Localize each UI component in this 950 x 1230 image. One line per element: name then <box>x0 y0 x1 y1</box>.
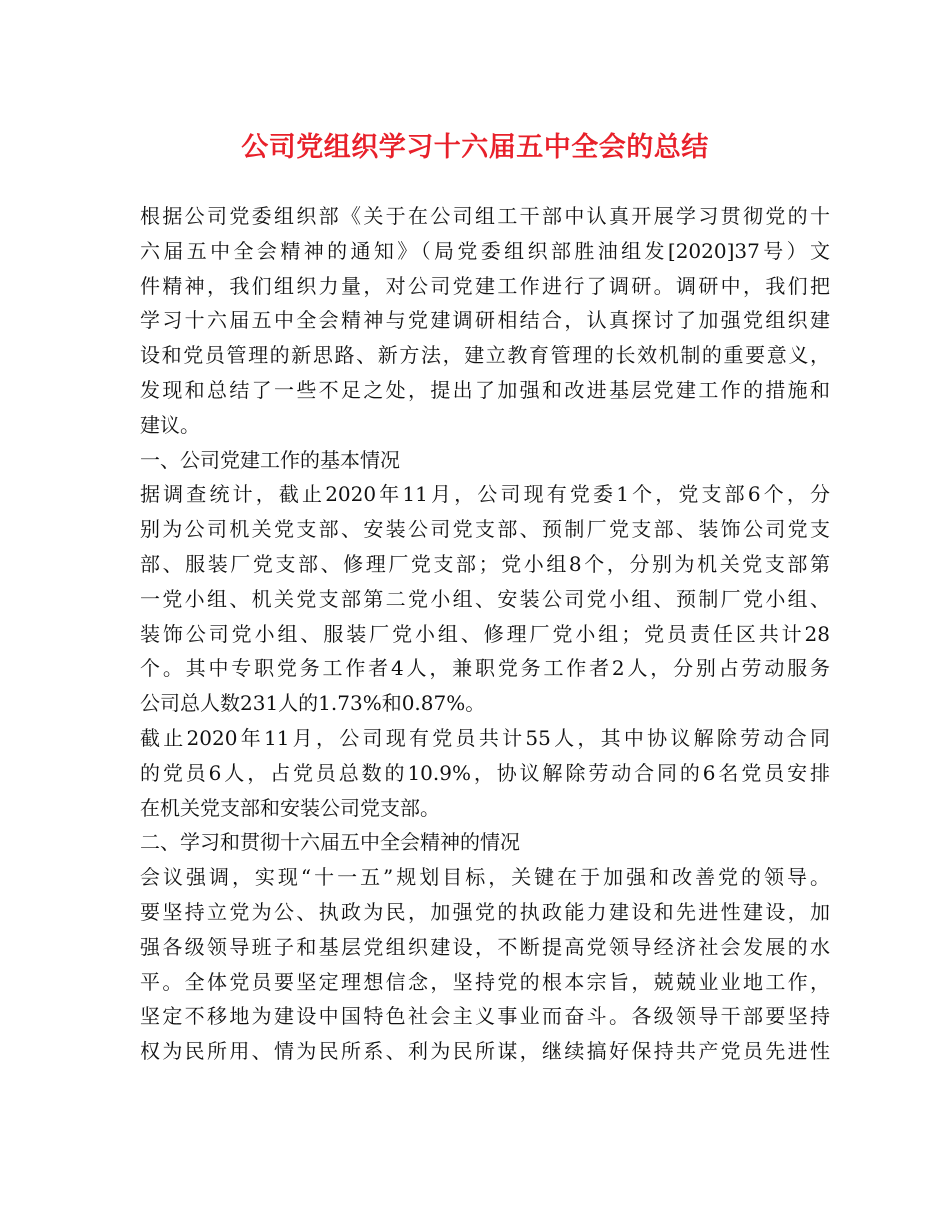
text-line: 别为公司机关党支部、安装公司党支部、预制厂党支部、装饰公司党支 <box>140 517 830 542</box>
text-line: 学习十六届五中全会精神与党建调研相结合，认真探讨了加强党组织建 <box>140 308 830 333</box>
text-line: 设和党员管理的新思路、新方法，建立教育管理的长效机制的重要意义， <box>140 343 830 368</box>
text-line: 平。全体党员要坚定理想信念，坚持党的根本宗旨，兢兢业业地工作， <box>140 969 830 994</box>
text-line: 会议强调，实现“十一五”规划目标，关键在于加强和改善党的领导。 <box>140 865 830 890</box>
text-line: 部、服装厂党支部、修理厂党支部；党小组8个，分别为机关党支部第 <box>140 551 830 576</box>
text-line: 要坚持立党为公、执政为民，加强党的执政能力建设和先进性建设，加 <box>140 899 830 924</box>
text-line: 一、公司党建工作的基本情况 <box>140 447 400 472</box>
text-line: 发现和总结了一些不足之处，提出了加强和改进基层党建工作的措施和 <box>140 377 830 402</box>
text-line: 据调查统计，截止2020年11月，公司现有党委1个，党支部6个，分 <box>140 482 830 507</box>
text-line: 个。其中专职党务工作者4人，兼职党务工作者2人，分别占劳动服务 <box>140 656 830 681</box>
text-line: 公司总人数231人的1.73%和0.87%。 <box>140 691 486 716</box>
text-line: 一党小组、机关党支部第二党小组、安装公司党小组、预制厂党小组、 <box>140 586 830 611</box>
text-line: 装饰公司党小组、服装厂党小组、修理厂党小组；党员责任区共计28 <box>140 621 830 646</box>
text-line: 建议。 <box>140 412 200 437</box>
text-line: 坚定不移地为建设中国特色社会主义事业而奋斗。各级领导干部要坚持 <box>140 1004 830 1029</box>
text-line: 的党员6人，占党员总数的10.9%，协议解除劳动合同的6名党员安排 <box>140 760 830 785</box>
text-line: 二、学习和贯彻十六届五中全会精神的情况 <box>140 830 520 855</box>
text-line: 件精神，我们组织力量，对公司党建工作进行了调研。调研中，我们把 <box>140 273 830 298</box>
text-line: 在机关党支部和安装公司党支部。 <box>140 795 440 820</box>
text-line: 权为民所用、情为民所系、利为民所谋，继续搞好保持共产党员先进性 <box>140 1039 830 1064</box>
text-line: 六届五中全会精神的通知》（局党委组织部胜油组发[2020]37号）文 <box>140 238 830 263</box>
text-line: 根据公司党委组织部《关于在公司组工干部中认真开展学习贯彻党的十 <box>140 204 830 228</box>
text-line: 强各级领导班子和基层党组织建设，不断提高党领导经济社会发展的水 <box>140 934 830 959</box>
document-title: 公司党组织学习十六届五中全会的总结 <box>241 132 709 163</box>
text-line: 截止2020年11月，公司现有党员共计55人，其中协议解除劳动合同 <box>140 725 830 750</box>
document-body <box>140 199 830 1069</box>
